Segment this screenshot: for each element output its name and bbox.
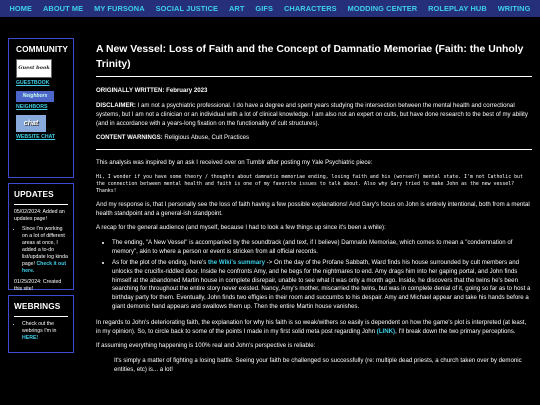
intro-paragraph: This analysis was inspired by an ask I received over on Tumblr after posting my Yale Psychiatric piece: xyxy=(96,159,373,167)
webrings-heading: WEBRINGS xyxy=(14,301,61,311)
section-divider xyxy=(96,149,532,150)
webrings-link[interactable]: HERE! xyxy=(22,335,39,342)
faith-text: In regards to John's deteriorating faith, the explanation for why his faith is so weak/withers so easily is dependent on how the game's plot is interpreted (at least, in my opinion). So, to circle back to some of the points I made in my first solid meta post regarding John xyxy=(96,318,527,335)
faith-paragraph xyxy=(96,319,532,337)
meta-post-link[interactable]: (LINK) xyxy=(376,327,396,335)
disclaimer-text: I am not a psychiatric professional. I do have a degree and spent years studying the intersection between the mental health and correctional systems, but I am not a clinician or an individual with a lot of clinical knowledge. I am also not an expert on cults, but have done research to the best of my ability (and in accordance with a years-long fixation on the functionality of cult structures). xyxy=(96,101,528,127)
updates-heading: UPDATES xyxy=(14,189,54,199)
wiki-summary-link[interactable]: the Wiki's summary xyxy=(208,258,265,266)
community-box xyxy=(8,38,74,178)
nav-gifs[interactable]: GIFS xyxy=(255,4,274,13)
neighbors-link[interactable]: NEIGHBORS xyxy=(16,104,48,111)
nav-roleplay-hub[interactable]: ROLEPLAY HUB xyxy=(428,4,487,13)
chat-badge[interactable]: chat xyxy=(16,115,46,132)
nav-about-me[interactable]: ABOUT ME xyxy=(42,4,84,13)
website-chat-link[interactable]: WEBSITE CHAT xyxy=(16,134,56,141)
article-title: A New Vessel: Loss of Faith and the Concept of Damnatio Memoriae (Faith: the Unholy Trinity) xyxy=(96,44,524,71)
recap-item-text: As for the plot of the ending, here's xyxy=(112,258,207,266)
nav-my-fursona[interactable]: MY FURSONA xyxy=(94,4,145,13)
guestbook-badge[interactable]: Guest book xyxy=(16,59,52,78)
webrings-box xyxy=(8,295,74,353)
update-bullet-text: Since I'm working on a lot of different areas at once, I added a to-do list/update log kinda page! xyxy=(22,226,68,268)
written-label: ORIGINALLY WRITTEN: xyxy=(96,87,165,95)
indented-quote: It's simply a matter of fighting a losing battle. Seeing your faith be challenged so successfully (re: multiple dead priests, a church taken over by demonic entities, etc) is... a lot! xyxy=(114,357,522,374)
written-value: February 2023 xyxy=(166,87,208,95)
disclaimer-label: DISCLAIMER: xyxy=(96,101,136,109)
nav-writing[interactable]: WRITING xyxy=(497,4,531,13)
guestbook-link[interactable]: GUESTBOOK xyxy=(16,80,50,87)
community-heading: COMMUNITY xyxy=(16,44,69,54)
nav-art[interactable]: ART xyxy=(228,4,245,13)
nav-home[interactable]: HOME xyxy=(9,4,33,13)
recap-intro: A recap for the general audience (and myself, because I had to look a few things up since it's been a while): xyxy=(96,224,386,232)
neighbors-badge[interactable]: Neighbors xyxy=(16,91,54,102)
webrings-bullet xyxy=(22,321,68,342)
update-log-link[interactable]: Check it out here. xyxy=(22,261,67,275)
update-list xyxy=(14,226,68,275)
webrings-divider xyxy=(14,316,68,317)
cw-text: Religious Abuse, Cult Practices xyxy=(164,134,250,142)
nav-characters[interactable]: CHARACTERS xyxy=(283,4,337,13)
content-warnings xyxy=(96,134,532,143)
update-entry-1: 05/02/2024: Added an updates page! xyxy=(14,209,65,223)
written-date xyxy=(96,87,532,96)
cw-label: CONTENT WARNINGS: xyxy=(96,134,163,142)
nav-modding-center[interactable]: MODDING CENTER xyxy=(347,4,418,13)
sidebar xyxy=(8,38,74,358)
update-entry-2: 01/25/2024: Created this site! xyxy=(14,279,62,293)
top-navigation xyxy=(0,0,540,17)
updates-box xyxy=(8,183,74,293)
webrings-text: Check out the webrings I'm in xyxy=(22,321,57,335)
recap-item: • The ending, "A New Vessel" is accompanied by the soundtrack (and text, if I believe) Damnatio Memoriae, which comes to mean a "condemnation of memory", akin to where a person or event is stricken from all official records. xyxy=(112,239,532,257)
disclaimer xyxy=(96,102,532,128)
assumption-paragraph: If assuming everything happening is 100% real and John's perspective is reliable: xyxy=(96,342,316,350)
recap-list xyxy=(96,239,532,312)
recap-item-text: -> On the day of the Profane Sabbath, Ward finds his house surrounded by cult members and unlocks the crucifix-riddled door. Inside he confronts Amy, and he begs for the nightmares to end. Amy drags him into her gaping portal, and John finds himself at the abandoned Martin house in complete disrepair, unable to see what it was only a month ago. Inside, he discovers that the twins he's been searching for throughout the entire story never existed. Nancy, Amy's mother, miscarried the twins, but was in complete denial of it, going so far as to host a birthday party for them. Eventually, John finds two effigies in their room and succumbs to his despair. Amy and Michael appear and take his hands before a giant demonic hand appears and swallows them up. Then the entire Martin house vanishes. xyxy=(112,258,531,310)
nav-social-justice[interactable]: SOCIAL JUSTICE xyxy=(155,4,219,13)
update-bullet xyxy=(22,226,68,275)
updates-divider xyxy=(14,204,68,205)
response-paragraph: And my response is, that I personally see the loss of faith having a few possible explanations! And Gary's focus on John is entirely intentional, both from a mental health standpoint and a general-ish standpoint. xyxy=(96,200,530,217)
title-divider xyxy=(96,76,532,77)
recap-item xyxy=(112,259,532,312)
article xyxy=(96,38,532,381)
faith-text: , I'll break down the two primary perceptions. xyxy=(395,327,516,335)
ask-quote: Hi, I wonder if you have some theory / thoughts about damnatio memoriae ending, losing faith and his (worsen?) mental state. I'm not Catholic but the connection between mental health and faith is one of my favorite issues to talk about. Also why Gary tried to make John as the new vessel? Thanks! xyxy=(96,174,523,194)
webrings-list xyxy=(14,321,68,342)
